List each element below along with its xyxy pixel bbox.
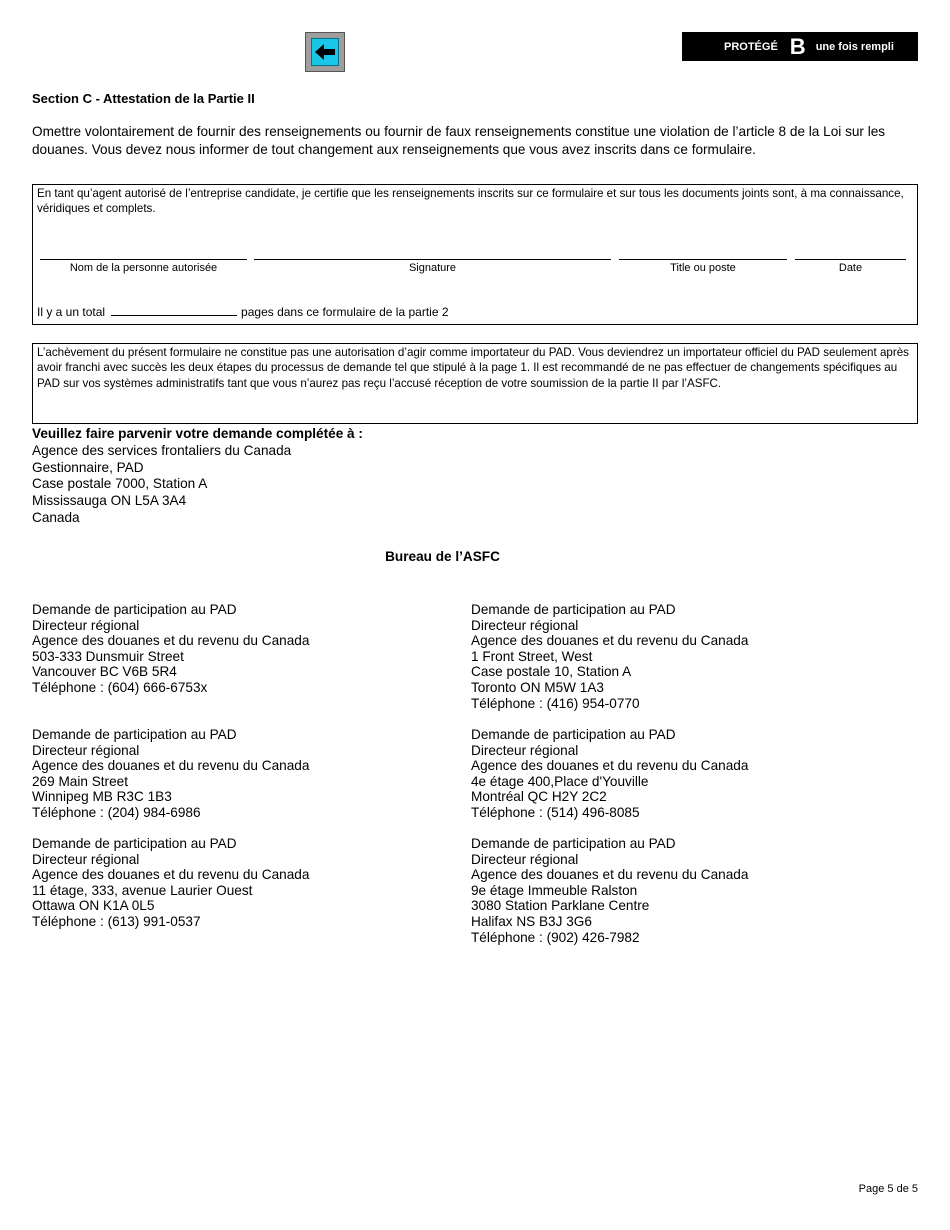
office-line: Winnipeg MB R3C 1B3 <box>32 789 172 805</box>
office-toronto <box>471 602 748 711</box>
mailing-address <box>32 426 363 527</box>
office-vancouver <box>32 602 309 696</box>
office-line: Directeur régional <box>471 617 579 633</box>
office-line: Halifax NS B3J 3G6 <box>471 913 592 929</box>
office-line: Demande de participation au PAD <box>32 727 237 742</box>
office-line: Agence des douanes et du revenu du Canada <box>32 633 310 649</box>
protected-suffix: une fois rempli <box>815 40 894 53</box>
office-line: Téléphone : (514) 496-8085 <box>471 804 640 820</box>
total-prefix: Il y a un total <box>37 305 106 319</box>
protected-banner <box>682 32 918 61</box>
title-label: Title ou poste <box>670 262 736 274</box>
office-line: 9e étage Immeuble Ralston <box>471 882 638 898</box>
office-line: Montréal QC H2Y 2C2 <box>471 789 607 805</box>
signature-label: Signature <box>408 262 457 274</box>
office-line: Directeur régional <box>471 851 579 867</box>
office-line: Demande de participation au PAD <box>471 727 676 742</box>
office-line: Demande de participation au PAD <box>32 602 237 617</box>
office-line: Agence des douanes et du revenu du Canada <box>471 867 749 883</box>
office-line: 4e étage 400,Place d'Youville <box>471 773 649 789</box>
certification-text: En tant qu’agent autorisé de l’entreprise candidate, je certifie que les renseignements inscrits sur ce formulaire et sur tous les documents joints sont, à ma connaissance, véridiques et complets. <box>37 187 904 215</box>
office-line: Directeur régional <box>32 742 140 758</box>
office-line: Toronto ON M5W 1A3 <box>471 679 604 695</box>
title-field[interactable] <box>619 259 787 260</box>
mailing-title: Veuillez faire parvenir votre demande complétée à : <box>32 426 363 441</box>
office-line: Vancouver BC V6B 5R4 <box>32 664 177 680</box>
office-line: Directeur régional <box>32 617 140 633</box>
office-line: Demande de participation au PAD <box>32 836 237 851</box>
date-field[interactable] <box>795 259 906 260</box>
office-line: 269 Main Street <box>32 773 128 789</box>
office-line: 503-333 Dunsmuir Street <box>32 648 184 664</box>
office-line: Demande de participation au PAD <box>471 602 676 617</box>
office-line: Téléphone : (613) 991-0537 <box>32 913 201 929</box>
total-suffix: pages dans ce formulaire de la partie 2 <box>241 305 449 319</box>
total-pages-field[interactable] <box>111 305 237 316</box>
office-line: Demande de participation au PAD <box>471 836 676 851</box>
back-button[interactable] <box>305 32 345 72</box>
office-line: Téléphone : (902) 426-7982 <box>471 929 640 945</box>
office-line: Case postale 10, Station A <box>471 664 632 680</box>
page-total-row <box>37 305 449 319</box>
office-montreal <box>471 727 748 821</box>
protected-letter: B <box>789 33 806 59</box>
office-winnipeg <box>32 727 309 821</box>
office-line: Agence des douanes et du revenu du Canada <box>471 633 749 649</box>
office-line: Téléphone : (204) 984-6986 <box>32 804 201 820</box>
mailing-line: Canada <box>32 509 80 525</box>
notice-text: L’achèvement du présent formulaire ne constitue pas une autorisation d’agir comme importateur du PAD. Vous deviendrez un importateur officiel du PAD seulement après avoir franchi avec succès les deux étapes du processus de demande tel que stipulé à la page 1. Il est recommandé de ne pas effectuer de changements spécifiques au PAD sur vos systèmes administratifs tant que vous n’aurez pas reçu l’accusé réception de votre soumission de la partie II par l’ASFC. <box>37 346 909 390</box>
office-line: 1 Front Street, West <box>471 648 593 664</box>
name-label: Nom de la personne autorisée <box>69 262 218 274</box>
date-label: Date <box>838 262 863 274</box>
page-number: Page 5 de 5 <box>858 1183 918 1195</box>
office-line: Agence des douanes et du revenu du Canada <box>32 867 310 883</box>
office-ottawa <box>32 836 309 930</box>
name-field[interactable] <box>40 259 247 260</box>
back-arrow-icon-svg <box>314 43 336 61</box>
back-arrow-icon <box>311 38 339 66</box>
signature-field[interactable] <box>254 259 611 260</box>
bureau-title: Bureau de l’ASFC <box>385 549 500 564</box>
office-line: Téléphone : (416) 954-0770 <box>471 695 640 711</box>
office-line: 11 étage, 333, avenue Laurier Ouest <box>32 882 253 898</box>
office-line: Téléphone : (604) 666-6753x <box>32 679 208 695</box>
section-intro: Omettre volontairement de fournir des renseignements ou fournir de faux renseignements constitue une violation de l’article 8 de la Loi sur les douanes. Vous devez nous informer de tout changement aux renseignements que vous avez inscrits dans ce formulaire. <box>32 124 886 157</box>
office-line: Ottawa ON K1A 0L5 <box>32 898 155 914</box>
protected-word: PROTÉGÉ <box>724 40 778 53</box>
office-line: Agence des douanes et du revenu du Canada <box>32 758 310 774</box>
section-title: Section C - Attestation de la Partie II <box>32 91 255 106</box>
office-line: Agence des douanes et du revenu du Canada <box>471 758 749 774</box>
office-line: 3080 Station Parklane Centre <box>471 898 650 914</box>
mailing-line: Gestionnaire, PAD <box>32 459 144 475</box>
mailing-line: Agence des services frontaliers du Canada <box>32 442 292 458</box>
mailing-line: Case postale 7000, Station A <box>32 476 208 492</box>
office-line: Directeur régional <box>471 742 579 758</box>
office-halifax <box>471 836 748 945</box>
mailing-line: Mississauga ON L5A 3A4 <box>32 493 187 509</box>
office-line: Directeur régional <box>32 851 140 867</box>
